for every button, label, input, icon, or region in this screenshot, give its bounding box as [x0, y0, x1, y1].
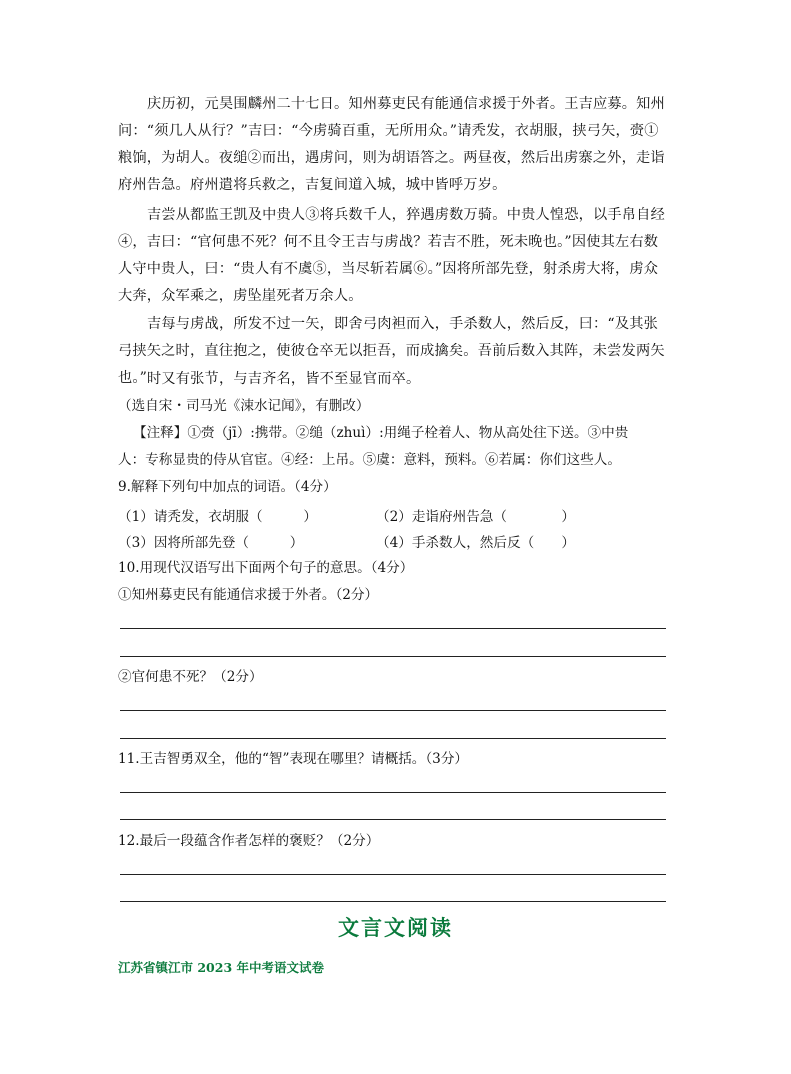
- question-10-stem: 10.用现代汉语写出下面两个句子的意思。（4分）: [118, 560, 414, 576]
- question-9-stem: 9.解释下列句中加点的词语。（4分）: [118, 479, 337, 495]
- passage-paragraph-4: 时又有张节，与吉齐名，皆不至显官而卒。: [147, 371, 421, 387]
- exam-source: 江苏省镇江市 2023 年中考语文试卷: [118, 960, 324, 975]
- passage-paragraph-1: 庆历初，元昊围麟州二十七日。知州募吏民有能通信求援于外者。王吉应募。知州问：“须几人从行？”吉曰：“今虏骑百重，无所用众。”请秃发，衣胡服，挟弓矢，赍①粮饷，为胡人。夜缒②而出，遇虏问，则为胡语答之。两昼夜，然后出虏寨之外，走诣府州告急。府州遣将兵救之，吉复间道入城，城中皆呼万岁。: [118, 96, 665, 193]
- answer-line[interactable]: [120, 710, 666, 711]
- answer-line[interactable]: [120, 628, 666, 629]
- answer-line[interactable]: [120, 901, 666, 902]
- answer-line[interactable]: [120, 792, 666, 793]
- question-9-item-3: （3）因将所部先登（ ）: [118, 535, 304, 551]
- section-title: 文言文阅读: [338, 915, 453, 940]
- annotation-line-1: 【注释】①赍（jī）:携带。②缒（zhuì）:用绳子栓着人、物从高处往下送。③中贵: [133, 425, 629, 441]
- annotation-line-2: 人：专称显贵的侍从官宦。④经：上吊。⑤虞：意料，预料。⑥若属：你们这些人。: [118, 452, 621, 468]
- question-9-item-4: （4）手杀数人，然后反（ ）: [376, 535, 575, 551]
- passage-paragraph-2: 吉尝从都监王凯及中贵人③将兵数千人，猝遇虏数万骑。中贵人惶恐，以手帛自经④，吉曰：“官何患不死？何不且令王吉与虏战？若吉不胜，死未晚也。”因使其左右数人守中贵人，曰：“贵人有不虞⑤，当尽斩若属⑥。”因将所部先登，射杀虏大将，虏众大奔，众军乘之，虏坠崖死者万余人。: [118, 207, 665, 304]
- question-9-item-2: （2）走诣府州告急（ ）: [376, 509, 575, 525]
- question-9-item-1: （1）请秃发，衣胡服（ ）: [118, 509, 317, 525]
- question-12-stem: 12.最后一段蕴含作者怎样的褒贬？（2分）: [118, 833, 380, 849]
- question-11-stem: 11.王吉智勇双全，他的“智”表现在哪里？请概括。（3分）: [118, 751, 469, 767]
- answer-line[interactable]: [120, 738, 666, 739]
- answer-line[interactable]: [120, 819, 666, 820]
- question-10-sub-2: ②官何患不死？（2分）: [118, 669, 263, 685]
- question-10-sub-1: ①知州募吏民有能通信求援于外者。（2分）: [118, 587, 379, 603]
- answer-line[interactable]: [120, 874, 666, 875]
- passage-paragraph-3: 吉每与虏战，所发不过一矢，即舍弓肉袒而入，手杀数人，然后反，曰：“及其张弓挟矢之时，直往抱之，使彼仓卒无以拒吾，而成擒矣。吾前后数入其阵，未尝发两矢也。”: [118, 316, 665, 386]
- passage-source: （选自宋・司马光《涑水记闻》，有删改）: [118, 398, 370, 414]
- answer-line[interactable]: [120, 656, 666, 657]
